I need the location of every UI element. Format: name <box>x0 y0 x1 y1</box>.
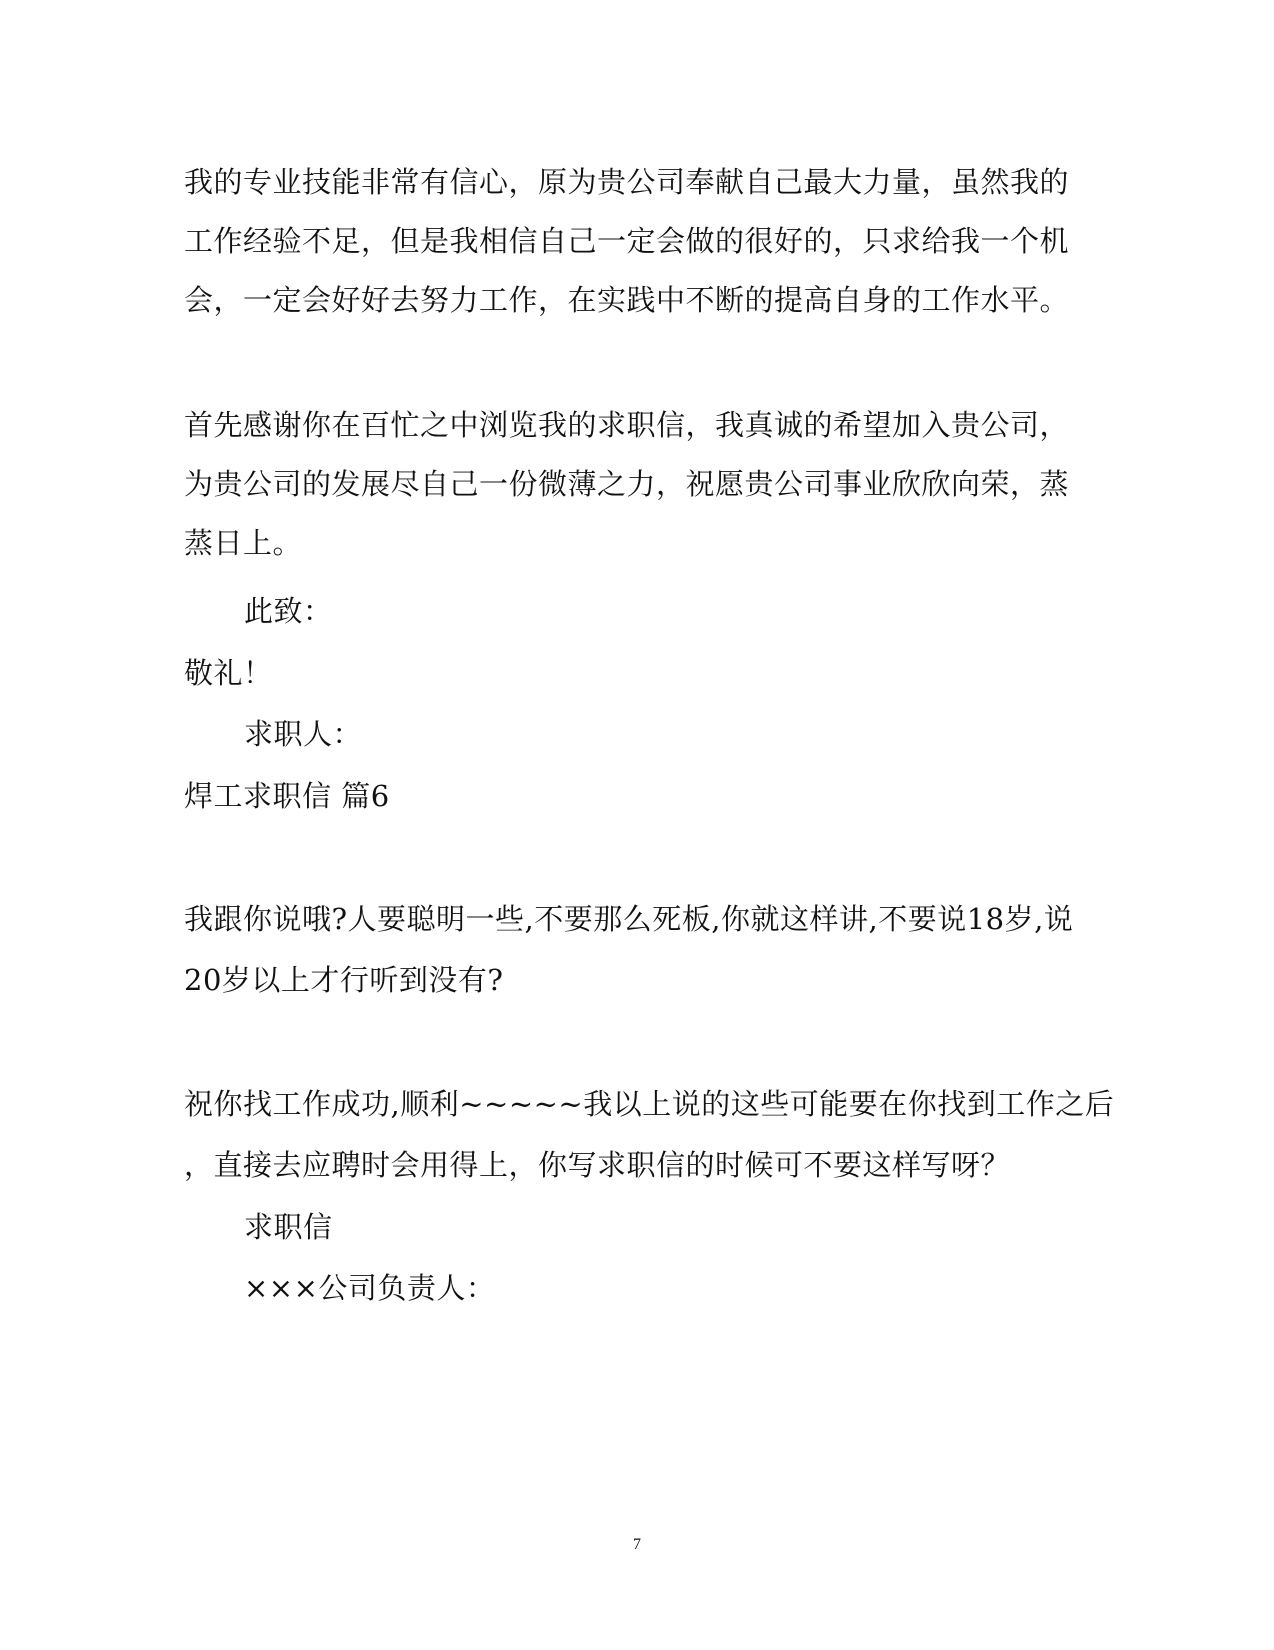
text-line: 20岁以上才行听到没有? <box>184 963 504 997</box>
text-line: 祝你找工作成功,顺利~~~~~我以上说的这些可能要在你找到工作之后 <box>184 1087 1115 1121</box>
salute-line: 敬礼！ <box>184 656 273 690</box>
text-line: 会，一定会好好去努力工作，在实践中不断的提高自身的工作水平。 <box>184 283 1070 317</box>
addressee-line: ×××公司负责人： <box>244 1271 496 1305</box>
letter-title: 求职信 <box>244 1210 333 1244</box>
text-line: ，直接去应聘时会用得上，你写求职信的时候可不要这样写呀？ <box>184 1148 1011 1182</box>
text-line: 蒸日上。 <box>184 526 303 560</box>
text-line: 工作经验不足，但是我相信自己一定会做的很好的，只求给我一个机 <box>184 224 1070 258</box>
applicant-line: 求职人： <box>244 717 363 751</box>
text-line: 我跟你说哦?人要聪明一些,不要那么死板,你就这样讲,不要说18岁,说 <box>184 902 1074 936</box>
section-title: 焊工求职信 篇6 <box>184 779 390 813</box>
page-number: 7 <box>633 1536 641 1553</box>
text-line: 为贵公司的发展尽自己一份微薄之力，祝愿贵公司事业欣欣向荣，蒸 <box>184 467 1070 501</box>
closing-line: 此致： <box>244 594 333 628</box>
text-line: 我的专业技能非常有信心，原为贵公司奉献自己最大力量，虽然我的 <box>184 165 1070 199</box>
text-line: 首先感谢你在百忙之中浏览我的求职信，我真诚的希望加入贵公司， <box>184 408 1070 442</box>
